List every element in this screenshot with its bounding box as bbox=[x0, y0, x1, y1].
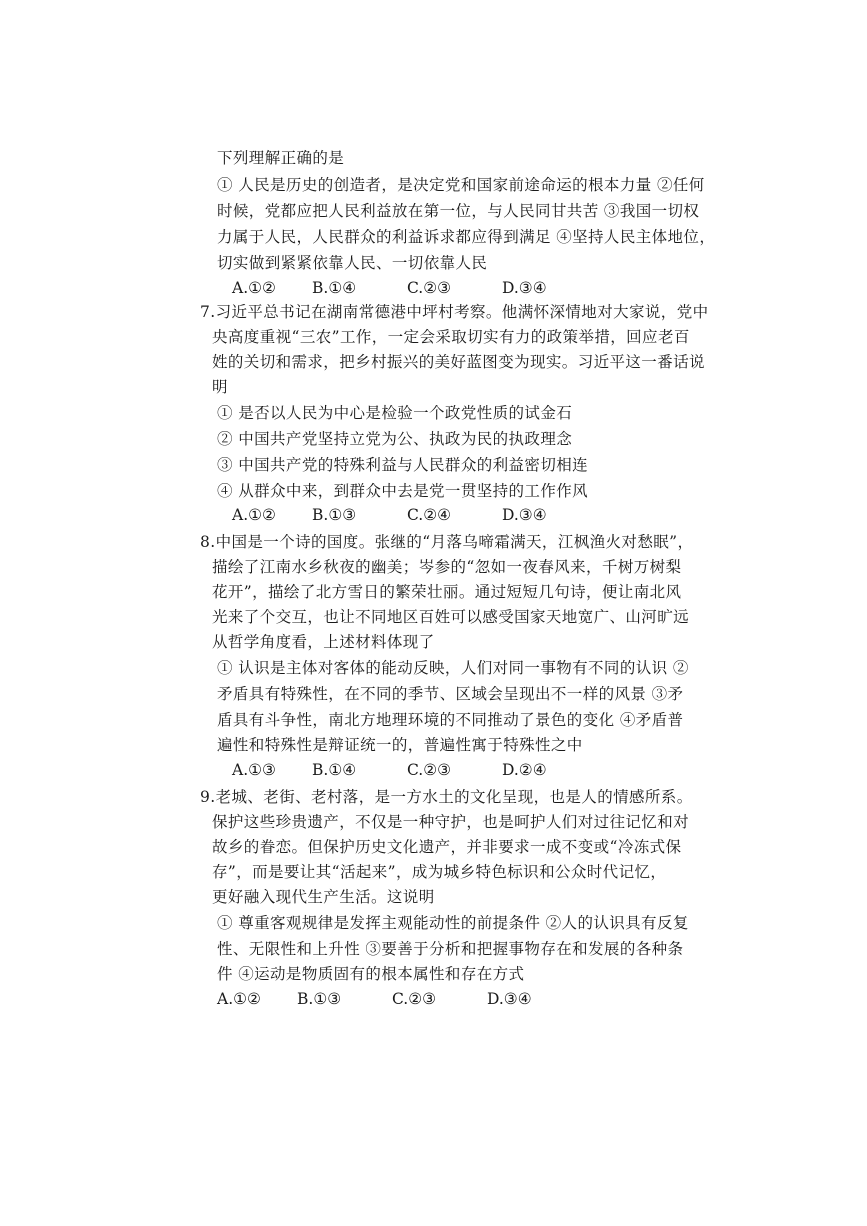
option-d: D.③④ bbox=[502, 506, 547, 524]
option-a: A.①② bbox=[232, 279, 276, 297]
question-8-line: 描绘了江南水乡秋夜的幽美；岑参的“忽如一夜春风来，千树万树梨 bbox=[212, 558, 682, 576]
question-8-line: 盾具有斗争性，南北方地理环境的不同推动了景色的变化 ④矛盾普 bbox=[217, 711, 684, 729]
question-8-line: ① 认识是主体对客体的能动反映，人们对同一事物有不同的认识 ② bbox=[217, 659, 689, 677]
question-7-line: ④ 从群众中来，到群众中去是党一贯坚持的工作作风 bbox=[217, 482, 589, 500]
option-a: A.①② bbox=[217, 990, 261, 1008]
option-c: C.②④ bbox=[407, 506, 452, 524]
question-9-line: 9.老城、老街、老村落，是一方水土的文化呈现，也是人的情感所系。 bbox=[200, 788, 693, 806]
question-6-line: ① 人民是历史的创造者，是决定党和国家前途命运的根本力量 ②任何 bbox=[217, 176, 705, 194]
question-7-line: ① 是否以人民为中心是检验一个政党性质的试金石 bbox=[217, 404, 573, 422]
option-c: C.②③ bbox=[392, 990, 437, 1008]
question-8-line: 遍性和特殊性是辩证统一的，普遍性寓于特殊性之中 bbox=[217, 736, 583, 754]
option-b: B.①③ bbox=[312, 506, 357, 524]
question-6-line: 时候，党都应把人民利益放在第一位，与人民同甘共苦 ③我国一切权 bbox=[217, 202, 700, 220]
question-6-line: 力属于人民，人民群众的利益诉求都应得到满足 ④坚持人民主体地位， bbox=[217, 228, 716, 246]
question-8-line: 花开”，描绘了北方雪日的繁荣壮丽。通过短短几句诗，便让南北风 bbox=[212, 583, 682, 601]
question-8-line: 8.中国是一个诗的国度。张继的“月落乌啼霜满天，江枫渔火对愁眠”， bbox=[200, 533, 694, 551]
option-d: D.③④ bbox=[487, 990, 532, 1008]
question-9-line: 故乡的眷恋。但保护历史文化遗产，并非要求一成不变或“冷冻式保 bbox=[212, 838, 682, 856]
question-8-line: 矛盾具有特殊性，在不同的季节、区域会呈现出不一样的风景 ③矛 bbox=[217, 685, 684, 703]
question-9-line: 保护这些珍贵遗产，不仅是一种守护，也是呵护人们对过往记忆和对 bbox=[212, 813, 690, 831]
question-7-line: 7.习近平总书记在湖南常德港中坪村考察。他满怀深情地对大家说，党中 bbox=[200, 303, 709, 321]
option-c: C.②③ bbox=[407, 761, 452, 779]
option-a: A.①③ bbox=[232, 761, 276, 779]
option-a: A.①② bbox=[232, 506, 276, 524]
question-9-line: 性、无限性和上升性 ③要善于分析和把握事物存在和发展的各种条 bbox=[217, 940, 684, 958]
question-7-line: 姓的关切和需求，把乡村振兴的美好蓝图变为现实。习近平这一番话说 bbox=[212, 353, 705, 371]
question-9-line: 存”，而是要让其“活起来”，成为城乡特色标识和公众时代记忆， bbox=[212, 863, 667, 881]
question-7-line: 明 bbox=[212, 378, 228, 396]
question-6-line: 切实做到紧紧依靠人民、一切依靠人民 bbox=[217, 254, 488, 272]
option-d: D.③④ bbox=[502, 279, 547, 297]
question-9-line: ① 尊重客观规律是发挥主观能动性的前提条件 ②人的认识具有反复 bbox=[217, 914, 689, 932]
question-9-line: 件 ④运动是物质固有的根本属性和存在方式 bbox=[217, 965, 525, 983]
option-b: B.①③ bbox=[297, 990, 342, 1008]
question-6-line: 下列理解正确的是 bbox=[217, 149, 345, 167]
question-7-line: 央高度重视“三农”工作，一定会采取切实有力的政策举措，回应老百 bbox=[212, 328, 690, 346]
option-c: C.②③ bbox=[407, 279, 452, 297]
question-7-line: ③ 中国共产党的特殊利益与人民群众的利益密切相连 bbox=[217, 456, 589, 474]
question-8-line: 光来了个交互，也让不同地区百姓可以感受国家天地宽广、山河旷远 bbox=[212, 608, 690, 626]
option-b: B.①④ bbox=[312, 279, 357, 297]
option-d: D.②④ bbox=[502, 761, 547, 779]
question-9-line: 更好融入现代生产生活。这说明 bbox=[212, 888, 435, 906]
question-7-line: ② 中国共产党坚持立党为公、执政为民的执政理念 bbox=[217, 430, 573, 448]
question-8-line: 从哲学角度看，上述材料体现了 bbox=[212, 633, 435, 651]
option-b: B.①④ bbox=[312, 761, 357, 779]
